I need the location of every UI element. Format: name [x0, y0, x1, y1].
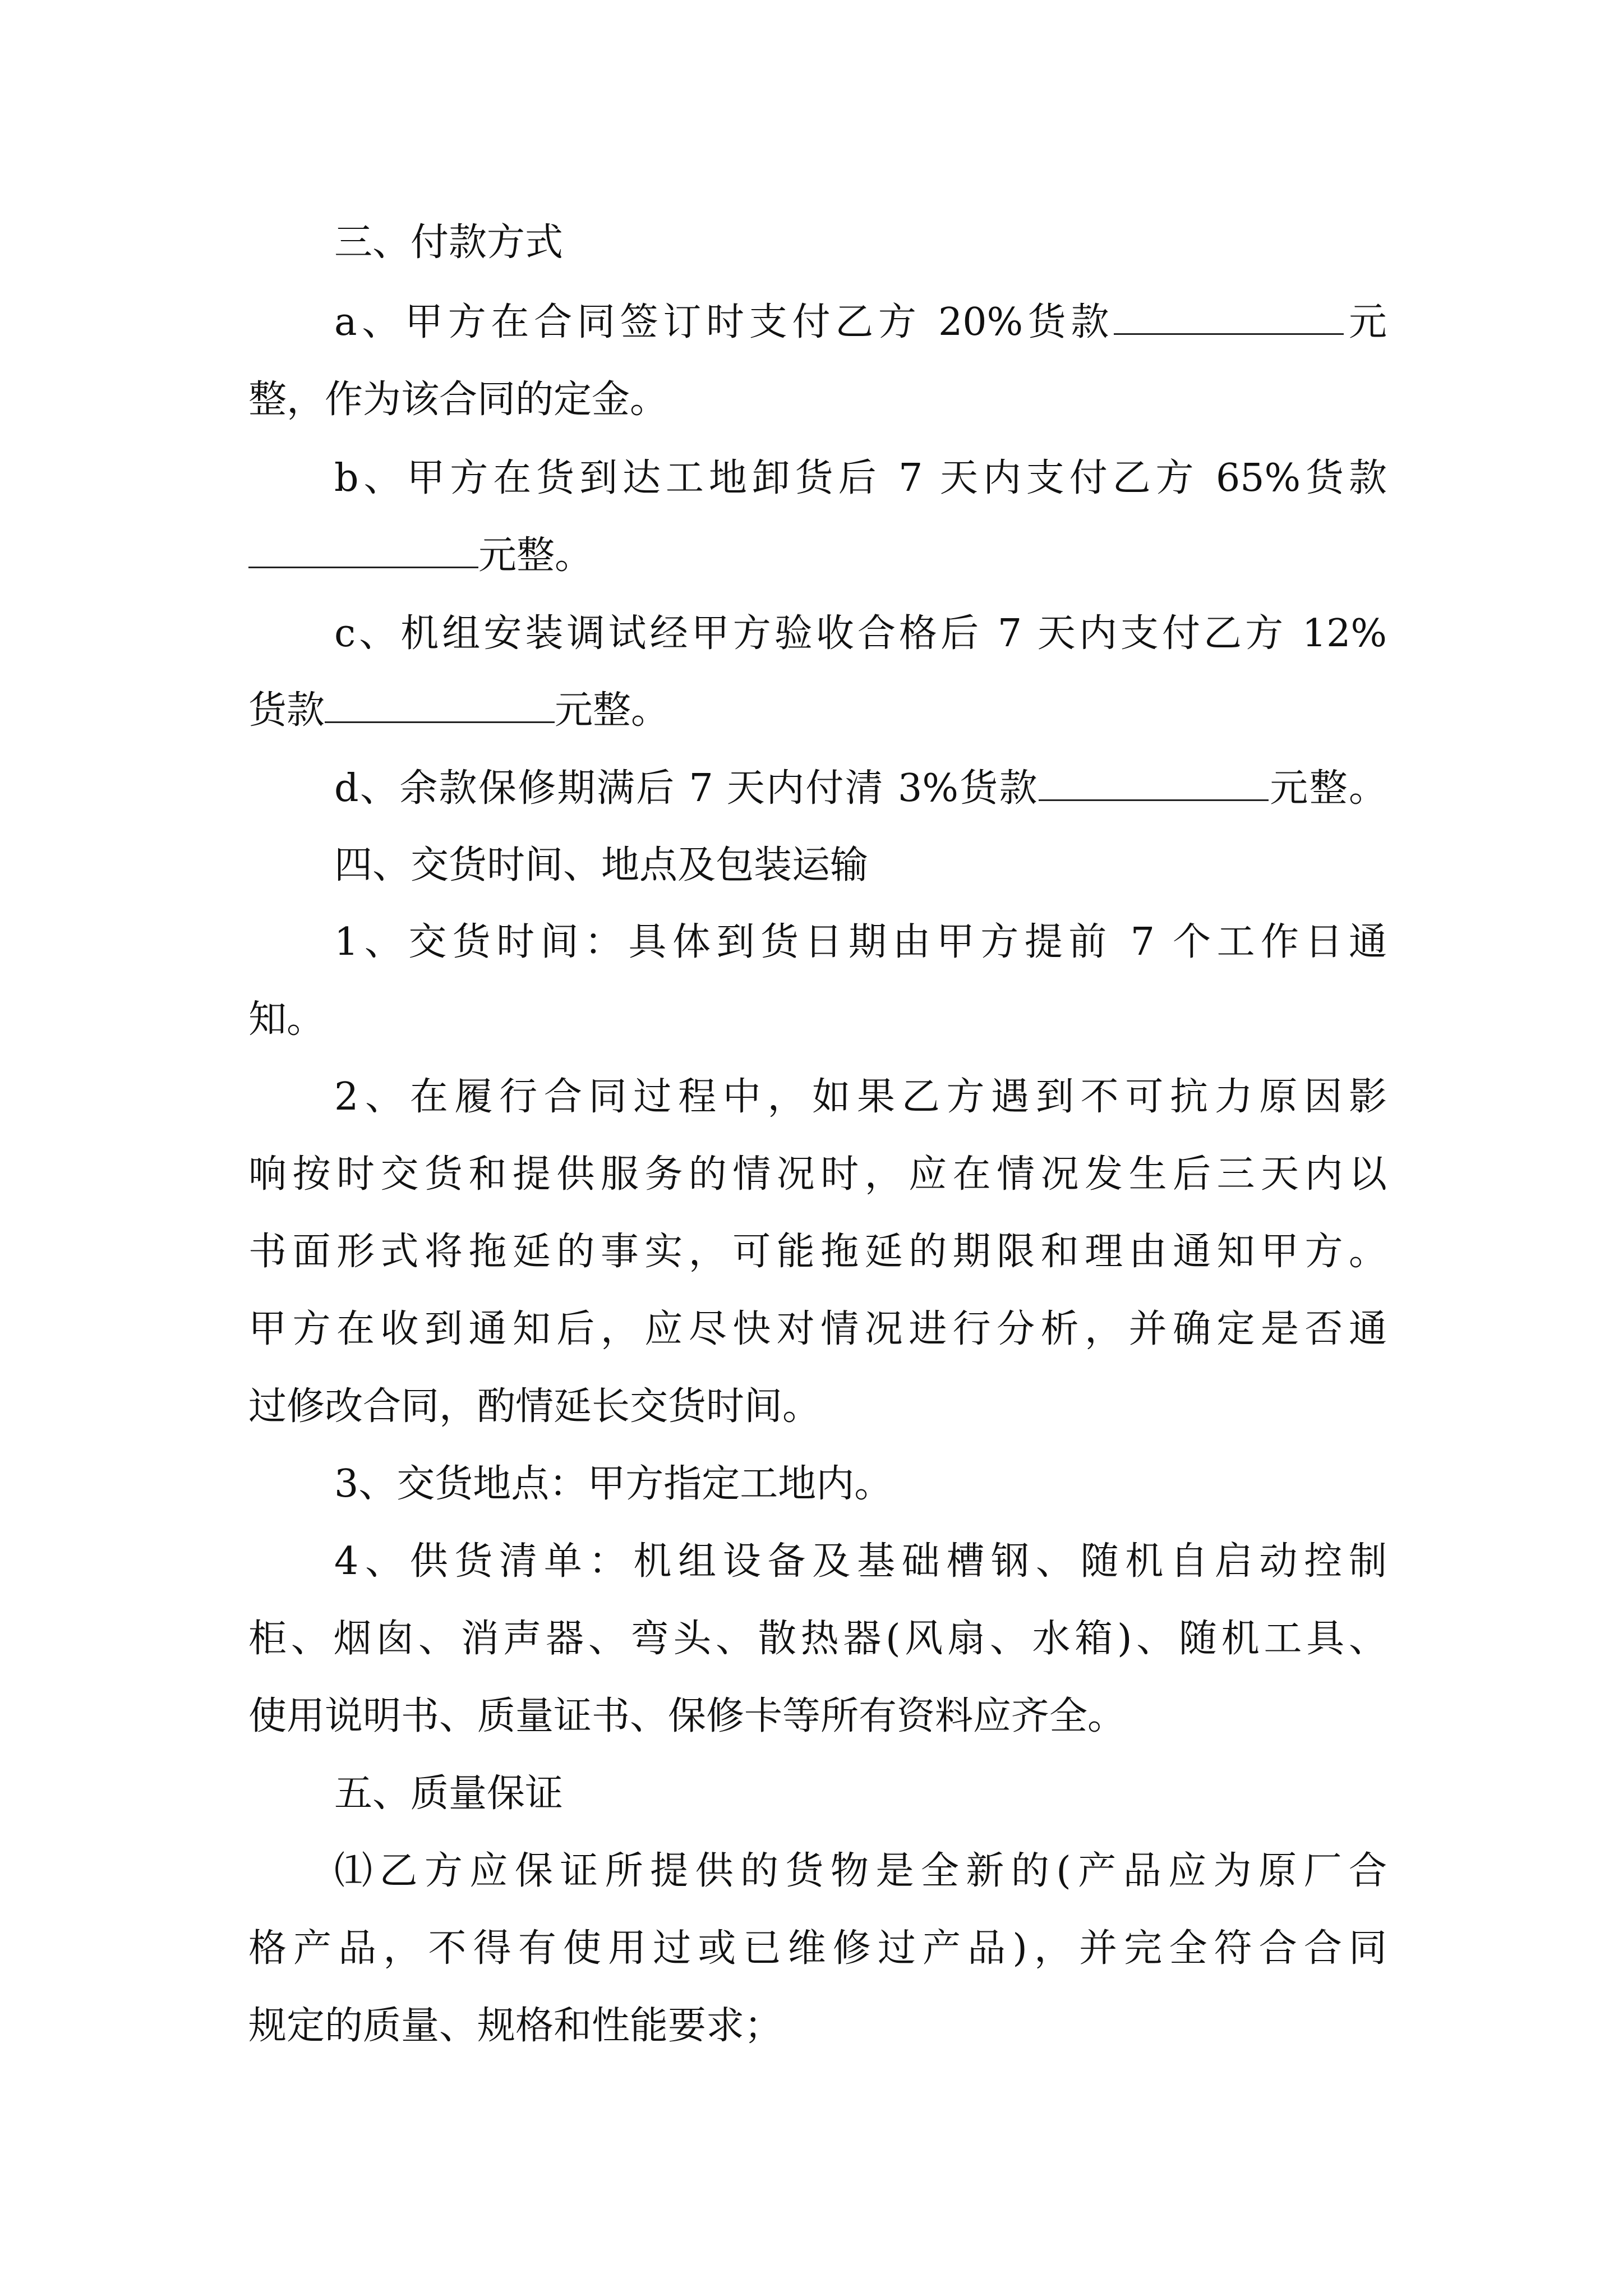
payment-item-c-cont: 货款 元整。 [248, 688, 670, 733]
force-majeure-line-5: 过修改合同，酌情延长交货时间。 [248, 1384, 821, 1429]
section-3-heading: 三、付款方式 [334, 220, 564, 265]
force-majeure-line-3: 书面形式将拖延的事实，可能拖延的期限和理由通知甲方。 [248, 1230, 1387, 1274]
force-majeure-line-1: 2、在履行合同过程中，如果乙方遇到不可抗力原因影 [334, 1075, 1387, 1119]
payment-item-b-cont: 元整。 [248, 522, 1387, 590]
force-majeure-line-4: 甲方在收到通知后，应尽快对情况进行分析，并确定是否通 [248, 1307, 1387, 1351]
amount-blank [248, 534, 478, 568]
delivery-time-line-1: 1、交货时间：具体到货日期由甲方提前 7 个工作日通 [334, 920, 1387, 964]
supply-list-line-3: 使用说明书、质量证书、保修卡等所有资料应齐全。 [248, 1694, 1126, 1738]
section-4-heading: 四、交货时间、地点及包装运输 [334, 843, 869, 887]
payment-item-b: b、甲方在货到达工地卸货后 7 天内支付乙方 65%货款 [334, 456, 1387, 500]
force-majeure-line-2: 响按时交货和提供服务的情况时，应在情况发生后三天内以 [248, 1152, 1387, 1197]
amount-blank [325, 689, 555, 723]
delivery-place-line: 3、交货地点：甲方指定工地内。 [334, 1462, 893, 1506]
payment-item-a: a、甲方在合同签订时支付乙方 20%货款 元 [334, 300, 1387, 344]
amount-blank [1114, 301, 1344, 335]
payment-item-d: d、余款保修期满后 7 天内付清 3%货款 元整。 [334, 766, 1387, 811]
delivery-time-line-2: 知。 [248, 997, 325, 1042]
quality-line-3: 规定的质量、规格和性能要求； [248, 2004, 783, 2048]
supply-list-line-2: 柜、烟囱、消声器、弯头、散热器(风扇、水箱)、随机工具、 [248, 1617, 1387, 1661]
section-5-heading: 五、质量保证 [334, 1772, 564, 1816]
quality-line-2: 格产品，不得有使用过或已维修过产品)，并完全符合合同 [248, 1926, 1387, 1971]
supply-list-line-1: 4、供货清单：机组设备及基础槽钢、随机自启动控制 [334, 1539, 1387, 1584]
payment-item-c: c、机组安装调试经甲方验收合格后 7 天内支付乙方 12% [334, 611, 1387, 656]
amount-blank [1039, 767, 1269, 801]
payment-item-a-cont: 整，作为该合同的定金。 [248, 378, 668, 422]
quality-line-1: ⑴乙方应保证所提供的货物是全新的(产品应为原厂合 [334, 1849, 1387, 1893]
